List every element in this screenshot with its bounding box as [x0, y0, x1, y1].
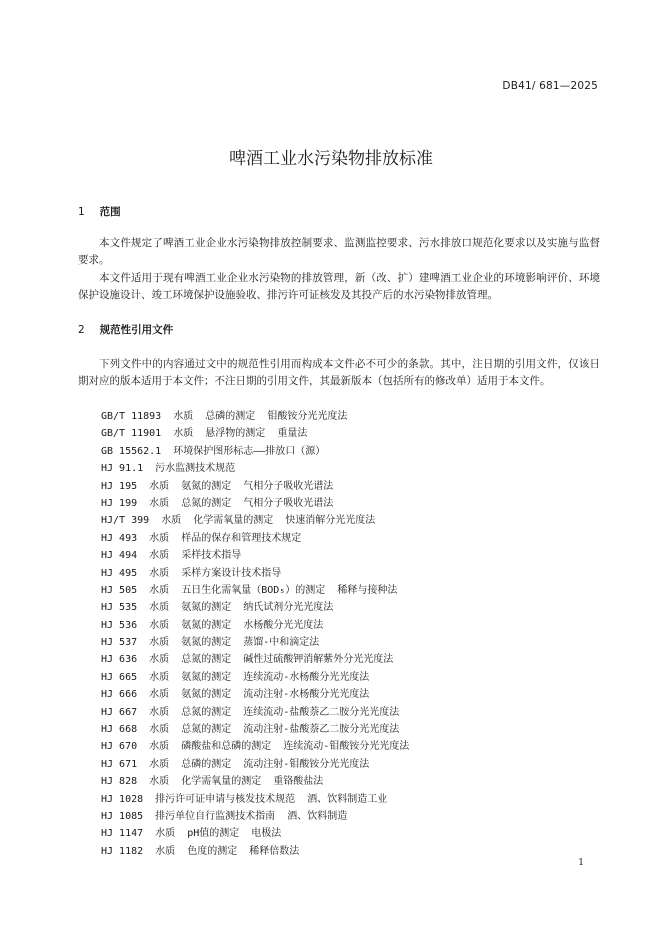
section-1-paragraph: 本文件规定了啤酒工业企业水污染物排放控制要求、监测监控要求、污水排放口规范化要求以及实施与监督要求。 — [78, 237, 600, 267]
reference-list — [101, 408, 409, 860]
reference-item: HJ 535 水质 氨氮的测定 纳氏试剂分光光度法 — [101, 602, 334, 614]
reference-item: HJ 665 水质 氨氮的测定 连续流动-水杨酸分光光度法 — [101, 671, 370, 683]
section-2-title: 规范性引用文件 — [99, 324, 174, 336]
reference-item: GB 15562.1 环境保护图形标志——排放口（源） — [101, 445, 326, 457]
reference-item: HJ 493 水质 样品的保存和管理技术规定 — [101, 532, 302, 544]
reference-item: HJ 668 水质 总氮的测定 流动注射-盐酸萘乙二胺分光光度法 — [101, 724, 400, 736]
reference-item: HJ 1085 排污单位自行监测技术指南 酒、饮料制造 — [101, 810, 348, 822]
section-2-intro: 下列文件中的内容通过文中的规范性引用而构成本文件必不可少的条款。其中，注日期的引用文件，仅该日期对应的版本适用于本文件；不注日期的引用文件，其最新版本（包括所有的修改单）适用于本文件。 — [78, 358, 600, 388]
reference-item: HJ 536 水质 氨氮的测定 水杨酸分光光度法 — [101, 619, 324, 631]
reference-item: HJ 494 水质 采样技术指导 — [101, 550, 242, 562]
reference-item: HJ 1147 水质 pH值的测定 电极法 — [101, 828, 282, 840]
reference-item: HJ 670 水质 磷酸盐和总磷的测定 连续流动-钼酸铵分光光度法 — [101, 741, 410, 753]
reference-item: HJ 636 水质 总氮的测定 碱性过硫酸钾消解紫外分光光度法 — [101, 654, 394, 666]
reference-item: HJ 537 水质 氨氮的测定 蒸馏-中和滴定法 — [101, 637, 320, 649]
reference-item: HJ 91.1 污水监测技术规范 — [101, 463, 236, 475]
section-2-number: 2 — [78, 324, 85, 336]
reference-item: GB/T 11901 水质 悬浮物的测定 重量法 — [101, 428, 308, 440]
reference-item: HJ 1028 排污许可证申请与核发技术规范 酒、饮料制造工业 — [101, 793, 388, 805]
reference-item: HJ 828 水质 化学需氧量的测定 重铬酸盐法 — [101, 776, 324, 788]
reference-item: HJ 199 水质 总氮的测定 气相分子吸收光谱法 — [101, 497, 334, 509]
section-1-heading — [78, 204, 121, 219]
reference-item: HJ 667 水质 总氮的测定 连续流动-盐酸萘乙二胺分光光度法 — [101, 706, 400, 718]
section-1-title: 范围 — [99, 206, 121, 218]
section-1-paragraph: 本文件适用于现有啤酒工业企业水污染物的排放管理，新（改、扩）建啤酒工业企业的环境影响评价、环境保护设施设计、竣工环境保护设施验收、排污许可证核发及其投产后的水污染物排放管理。 — [78, 272, 600, 302]
section-2-heading — [78, 322, 173, 337]
document-title: 啤酒工业水污染物排放标准 — [229, 149, 433, 169]
reference-item: HJ 195 水质 氨氮的测定 气相分子吸收光谱法 — [101, 480, 334, 492]
reference-item: HJ 666 水质 氨氮的测定 流动注射-水杨酸分光光度法 — [101, 689, 370, 701]
reference-item: GB/T 11893 水质 总磷的测定 钼酸铵分光光度法 — [101, 411, 348, 422]
reference-item: HJ 671 水质 总磷的测定 流动注射-钼酸铵分光光度法 — [101, 758, 370, 770]
document-number: DB41/ 681—2025 — [502, 80, 598, 92]
section-1-number: 1 — [78, 206, 85, 218]
page-number: 1 — [578, 858, 584, 868]
reference-item: HJ 1182 水质 色度的测定 稀释倍数法 — [101, 845, 300, 857]
reference-item: HJ 495 水质 采样方案设计技术指导 — [101, 567, 282, 579]
reference-item: HJ/T 399 水质 化学需氧量的测定 快速消解分光光度法 — [101, 515, 376, 527]
reference-item: HJ 505 水质 五日生化需氧量（BOD₅）的测定 稀释与接种法 — [101, 584, 398, 596]
